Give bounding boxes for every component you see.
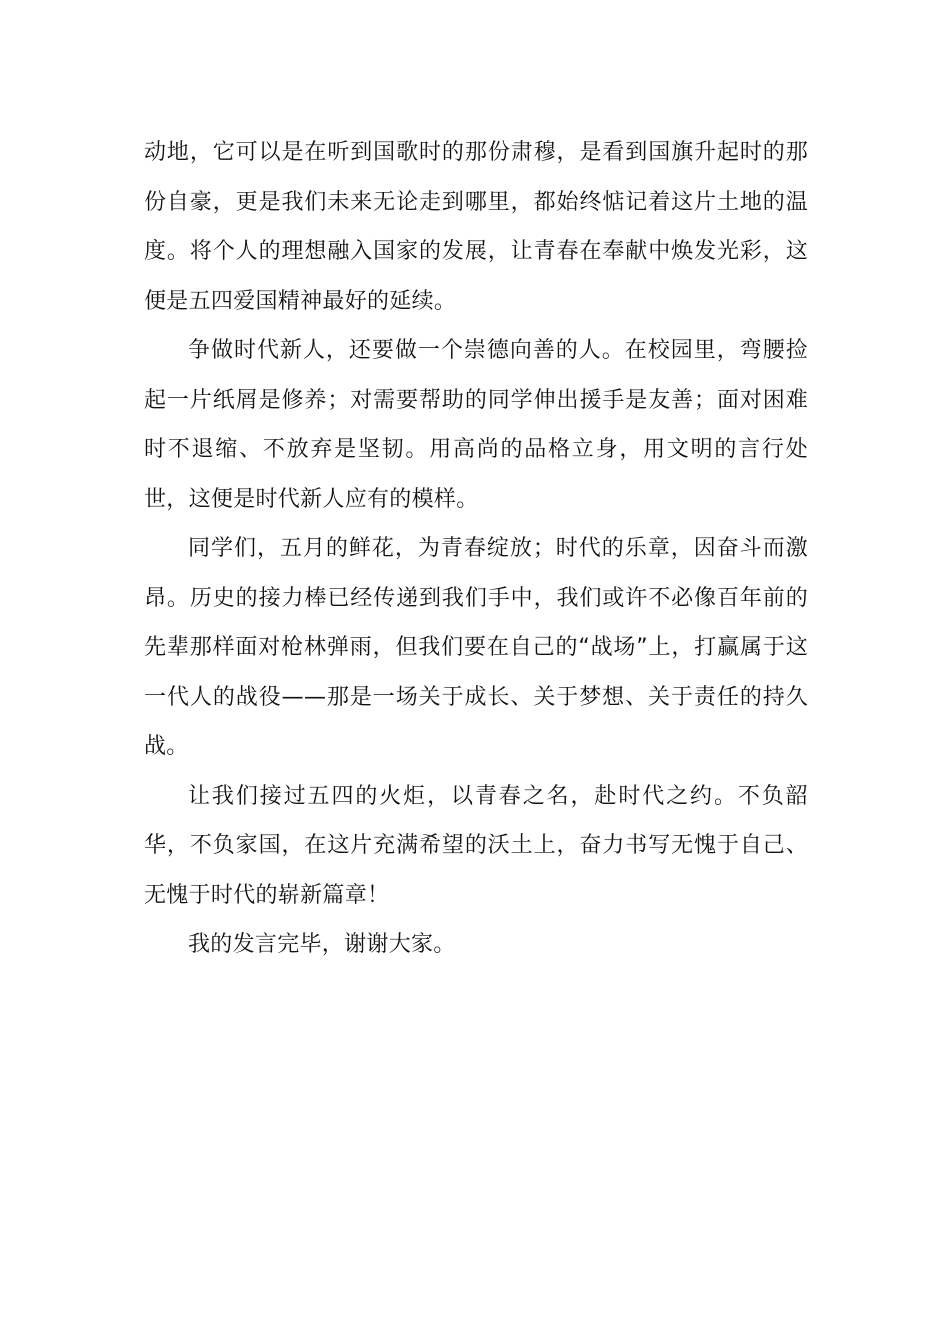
document-body <box>144 128 808 970</box>
paragraph-3: 同学们，五月的鲜花，为青春绽放；时代的乐章，因奋斗而激昂。历史的接力棒已经传递到我们手中，我们或许不必像百年前的先辈那样面对枪林弹雨，但我们要在自己的“战场”上，打赢属于这一代人的战役——那是一场关于成长、关于梦想、关于责任的持久战。 <box>144 536 808 759</box>
paragraph-4: 让我们接过五四的火炬，以青春之名，赴时代之约。不负韶华，不负家国，在这片充满希望的沃土上，奋力书写无愧于自己、无愧于时代的崭新篇章！ <box>144 783 808 908</box>
paragraph-1: 动地，它可以是在听到国歌时的那份肃穆，是看到国旗升起时的那份自豪，更是我们未来无论走到哪里，都始终惦记着这片土地的温度。将个人的理想融入国家的发展，让青春在奉献中焕发光彩，这便是五四爱国精神最好的延续。 <box>144 140 808 314</box>
paragraph-5: 我的发言完毕，谢谢大家。 <box>188 932 456 957</box>
paragraph-2: 争做时代新人，还要做一个崇德向善的人。在校园里，弯腰捡起一片纸屑是修养；对需要帮助的同学伸出援手是友善；面对困难时不退缩、不放弃是坚韧。用高尚的品格立身，用文明的言行处世，这便是时代新人应有的模样。 <box>144 338 808 512</box>
